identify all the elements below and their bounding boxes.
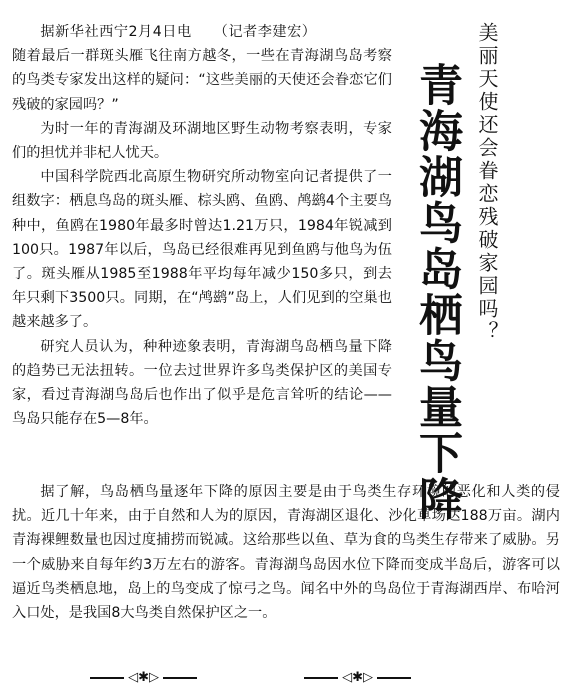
paragraph-3: 中国科学院西北高原生物研究所动物室向记者提供了一组数字：栖息鸟岛的斑头雁、棕头鸥、鱼鸥、鸬鹚4个主要鸟种中，鱼鸥在1980年最多时曾达1.21万只，1984年锐减到100只。1987年以后，鸟岛已经很难再见到鱼鸥与他鸟为伍了。斑头雁从1985至1988年平均每年减少150多只，到去年只剩下3500只。同期，在“鸬鹚”岛上，人们见到的空巢也越来越多了。 [12,169,392,331]
dateline-line [12,20,392,44]
ornament-glyph: ◁✱▷ [342,670,374,685]
headline: 青海湖鸟岛栖鸟量下降 [411,62,462,522]
paragraph-5: 据了解，鸟岛栖鸟量逐年下降的原因主要是由于鸟类生存环境的恶化和人类的侵扰。近几十年来，由于自然和人为的原因，青海湖区退化、沙化草场达188万亩。湖内青海裸鲤数量也因过度捕捞而锐减。这给那些以鱼、草为食的鸟类生存带来了威胁。另一个威胁来自每年约3万左右的游客。青海湖鸟岛因水位下降而变成半岛后，游客可以逼近鸟类栖息地，岛上的鸟变成了惊弓之鸟。闻名中外的鸟岛位于青海湖西岸、布哈河入口处，是我国8大鸟类自然保护区之一。 [12,484,560,622]
paragraph-2: 为时一年的青海湖及环湖地区野生动物考察表明，专家们的担忧并非杞人忧天。 [12,120,392,162]
article-body-wide [12,480,560,625]
ornament-glyph: ◁✱▷ [128,670,160,685]
ornament-rule [377,677,411,679]
end-ornament-left [90,670,197,686]
ornament-rule [163,677,197,679]
end-ornament-right [304,670,411,686]
article-body-narrow [12,20,392,431]
reporter-credit: （记者李建宏） [213,24,317,40]
ornament-rule [90,677,124,679]
ornament-rule [304,677,338,679]
paragraph-1: 随着最后一群斑头雁飞往南方越冬，一些在青海湖鸟岛考察的鸟类专家发出这样的疑问：“这些美丽的天使还会眷恋它们残破的家园吗？” [12,48,392,113]
subheadline: 美丽天使还会眷恋残破家园吗？ [475,22,499,344]
dateline: 据新华社西宁2月4日电 [40,24,192,40]
paragraph-4: 研究人员认为，种种迹象表明，青海湖鸟岛栖鸟量下降的趋势已无法扭转。一位去过世界许多鸟类保护区的美国专家，看过青海湖鸟岛后也作出了似乎是危言耸听的结论——鸟岛只能存在5—8年。 [12,338,392,428]
